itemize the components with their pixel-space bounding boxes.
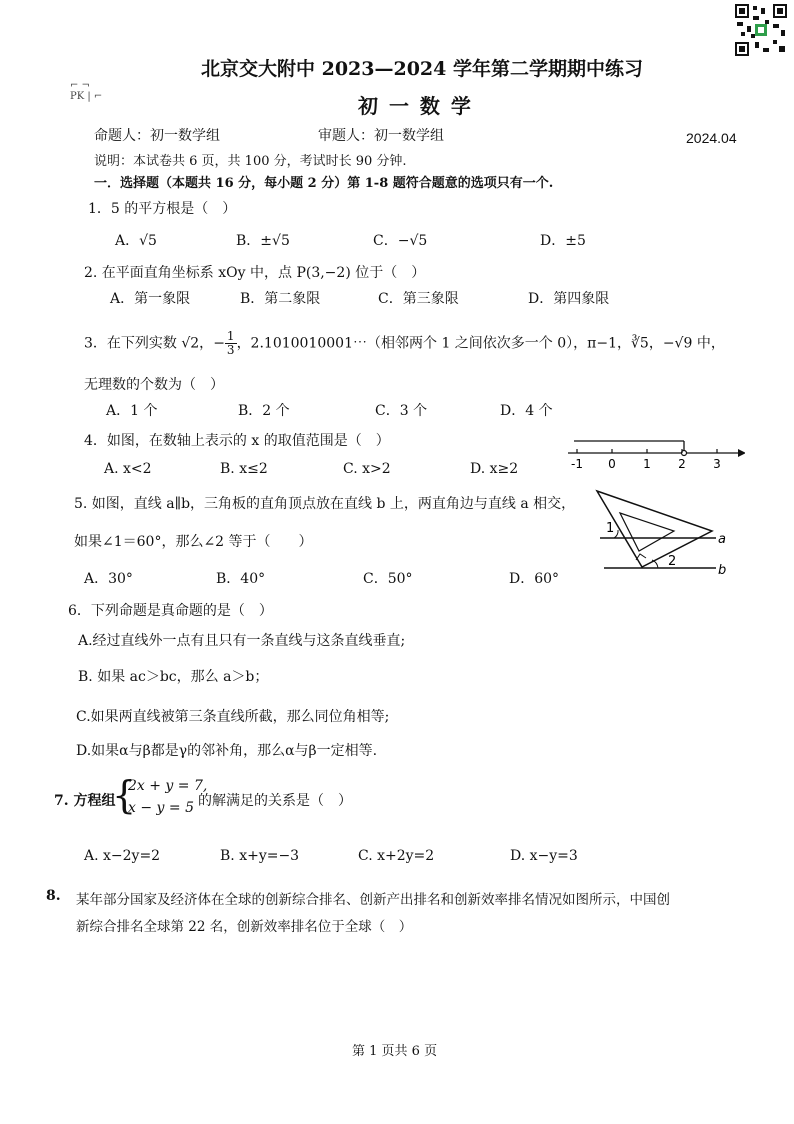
angle1-label: 1	[606, 521, 615, 536]
q1-option-d: D．±5	[540, 233, 586, 249]
axis-tick-label: 2	[678, 457, 686, 471]
triangle-figure	[592, 488, 732, 580]
number-line-figure	[560, 432, 745, 472]
q4-option-d: D. x≥2	[470, 461, 519, 477]
q3-stem-line2: 无理数的个数为（ ）	[84, 377, 224, 393]
section-heading: 一．选择题（本题共 16 分，每小题 2 分）第 1-8 题符合题意的选项只有一个.	[94, 176, 554, 191]
q5-option-c: C．50°	[363, 571, 413, 587]
q3-fraction: $\frac{1}{3}$	[226, 329, 235, 357]
q1-option-a: A．√5	[115, 233, 157, 249]
axis-tick-label: -1	[571, 457, 583, 471]
q2-option-b: B．第二象限	[240, 291, 321, 307]
q5-option-a: A．30°	[84, 571, 133, 587]
q2-stem: 2. 在平面直角坐标系 xOy 中，点 P(3,−2) 位于（ ）	[84, 265, 426, 281]
q3-stem-post: ，2.1010010001⋯（相邻两个 1 之间依次多一个 0），π−1，∛5，−√9 中，	[236, 335, 725, 352]
q5-stem-line2: 如果∠1＝60°，那么∠2 等于（ ）	[74, 534, 313, 550]
set-square-inner	[620, 513, 674, 551]
q6-option-a: A.经过直线外一点有且只有一条直线与这条直线垂直;	[78, 633, 406, 649]
q1-stem: 1．5 的平方根是（ ）	[88, 201, 237, 217]
subject-title: 初 一 数 学	[358, 94, 473, 118]
q4-option-b: B. x≤2	[220, 461, 268, 477]
axis-tick-label: 0	[608, 457, 616, 471]
q4-option-a: A. x<2	[104, 461, 152, 477]
number-line-arrow	[738, 449, 745, 457]
q7-option-c: C. x+2y=2	[358, 848, 435, 864]
q6-option-c: C.如果两直线被第三条直线所截，那么同位角相等;	[76, 709, 390, 725]
angle1-arc	[614, 530, 618, 538]
q7-option-d: D. x−y=3	[510, 848, 578, 864]
q6-option-d: D.如果α与β都是γ的邻补角，那么α与β一定相等.	[76, 743, 378, 759]
q7-brace: {	[112, 773, 137, 817]
q3-option-a: A．1 个	[106, 403, 158, 419]
page-footer: 第 1 页共 6 页	[352, 1044, 438, 1059]
q7-equation-2: x − y = 5	[128, 800, 194, 816]
q7-equation-1: 2x + y = 7,	[128, 778, 208, 794]
q3-option-c: C．3 个	[375, 403, 428, 419]
q7-option-b: B. x+y=−3	[220, 848, 300, 864]
school-title: 北京交大附中 2023—2024 学年第二学期期中练习	[201, 58, 643, 80]
q8-number: 8.	[46, 888, 61, 904]
q3-option-d: D．4 个	[500, 403, 553, 419]
exam-date: 2024.04	[686, 130, 737, 146]
qr-code-icon	[735, 4, 787, 56]
q4-option-c: C. x>2	[343, 461, 391, 477]
q6-stem: 6．下列命题是真命题的是（ ）	[68, 603, 273, 619]
q3-stem-pre: 3．在下列实数 √2，	[84, 335, 214, 352]
author-label: 命题人：初一数学组	[94, 128, 220, 144]
q8-line2: 新综合排名全球第 22 名，创新效率排名位于全球（ ）	[76, 919, 413, 935]
reviewer-label: 审题人：初一数学组	[318, 128, 444, 144]
line-b-label: b	[718, 563, 727, 578]
axis-tick-label: 1	[643, 457, 651, 471]
q5-option-d: D．60°	[509, 571, 560, 587]
instructions: 说明：本试卷共 6 页，共 100 分，考试时长 90 分钟.	[94, 154, 407, 169]
q8-line1: 某年部分国家及经济体在全球的创新综合排名、创新产出排名和创新效率排名情况如图所示，中国创	[76, 892, 670, 908]
q2-option-a: A．第一象限	[110, 291, 191, 307]
q2-option-d: D．第四象限	[528, 291, 610, 307]
q3-option-b: B．2 个	[238, 403, 290, 419]
q2-option-c: C．第三象限	[378, 291, 459, 307]
q1-option-b: B．±√5	[236, 233, 290, 249]
q5-option-b: B．40°	[216, 571, 266, 587]
angle2-label: 2	[668, 554, 677, 569]
line-a-label: a	[718, 532, 726, 547]
q4-stem: 4．如图，在数轴上表示的 x 的取值范围是（ ）	[84, 433, 390, 449]
q7-option-a: A. x−2y=2	[84, 848, 161, 864]
q7-stem-post: 的解满足的关系是（ ）	[198, 793, 352, 809]
q1-option-c: C．−√5	[373, 233, 428, 249]
q5-stem-line1: 5. 如图，直线 a∥b，三角板的直角顶点放在直线 b 上，两直角边与直线 a 相交，	[74, 496, 576, 512]
axis-tick-label: 3	[713, 457, 721, 471]
q6-option-b: B. 如果 ac＞bc，那么 a＞b；	[78, 669, 269, 685]
q3-stem: 3．在下列实数 √2，− $\frac{1}{3}$ ，2.1010010001⋯（相邻两个 1 之间依次多一个 0），π−1，∛5，−√9 中，	[84, 329, 725, 357]
scan-mark: ⌐ ¬ PK | ⌐	[70, 80, 103, 102]
q7-stem-pre: 7. 方程组	[54, 793, 116, 809]
